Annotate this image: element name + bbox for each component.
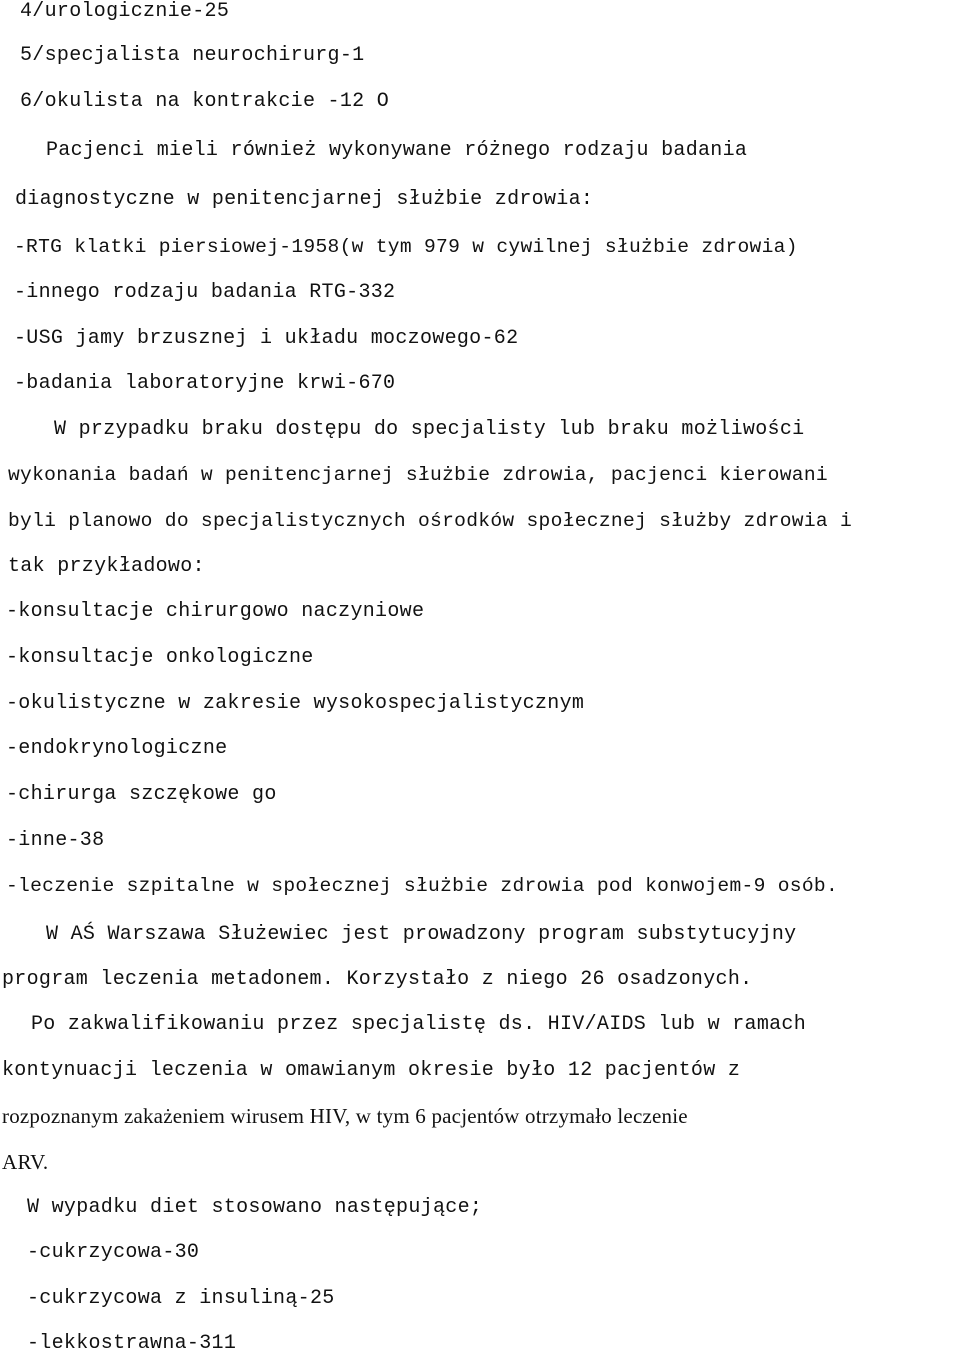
text-line: wykonania badań w penitencjarnej służbie zdrowia, pacjenci kierowani [8,464,828,486]
text-line: diagnostyczne w penitencjarnej służbie zdrowia: [15,188,594,211]
text-line: Po zakwalifikowaniu przez specjalistę ds. HIV/AIDS lub w ramach [31,1013,807,1036]
text-line: byli planowo do specjalistycznych ośrodków społecznej służby zdrowia i [8,510,853,532]
text-line: W AŚ Warszawa Służewiec jest prowadzony program substytucyjny [46,923,797,946]
text-line: -cukrzycowa-30 [27,1241,200,1264]
text-line: -okulistyczne w zakresie wysokospecjalistycznym [6,692,585,715]
text-line: 4/urologicznie-25 [20,0,230,23]
text-line: -chirurga szczękowe go [6,783,277,806]
text-line: -RTG klatki piersiowej-1958(w tym 979 w cywilnej służbie zdrowia) [14,236,798,258]
text-line: ARV. [2,1150,49,1174]
text-line: W przypadku braku dostępu do specjalisty lub braku możliwości [54,418,805,441]
text-line: program leczenia metadonem. Korzystało z niego 26 osadzonych. [2,968,753,991]
text-line: -lekkostrawna-311 [27,1332,237,1355]
text-line: -inne-38 [6,829,105,852]
text-line: -badania laboratoryjne krwi-670 [14,372,396,395]
text-line: -konsultacje chirurgowo naczyniowe [6,600,425,623]
text-line: -endokrynologiczne [6,737,228,760]
text-line: rozpoznanym zakażeniem wirusem HIV, w tym 6 pacjentów otrzymało leczenie [2,1104,688,1128]
text-line: 6/okulista na kontrakcie -12 O [20,90,390,113]
text-line: -cukrzycowa z insuliną-25 [27,1287,335,1310]
text-line: Pacjenci mieli również wykonywane różnego rodzaju badania [46,139,748,162]
text-line: -leczenie szpitalne w społecznej służbie zdrowia pod konwojem-9 osób. [6,875,839,897]
text-line: kontynuacji leczenia w omawianym okresie było 12 pacjentów z [2,1059,741,1082]
text-line: -USG jamy brzusznej i układu moczowego-62 [14,327,519,350]
text-line: W wypadku diet stosowano następujące; [27,1196,483,1219]
text-line: 5/specjalista neurochirurg-1 [20,44,365,67]
text-line: -innego rodzaju badania RTG-332 [14,281,396,304]
text-line: -konsultacje onkologiczne [6,646,314,669]
text-line: tak przykładowo: [8,555,205,578]
